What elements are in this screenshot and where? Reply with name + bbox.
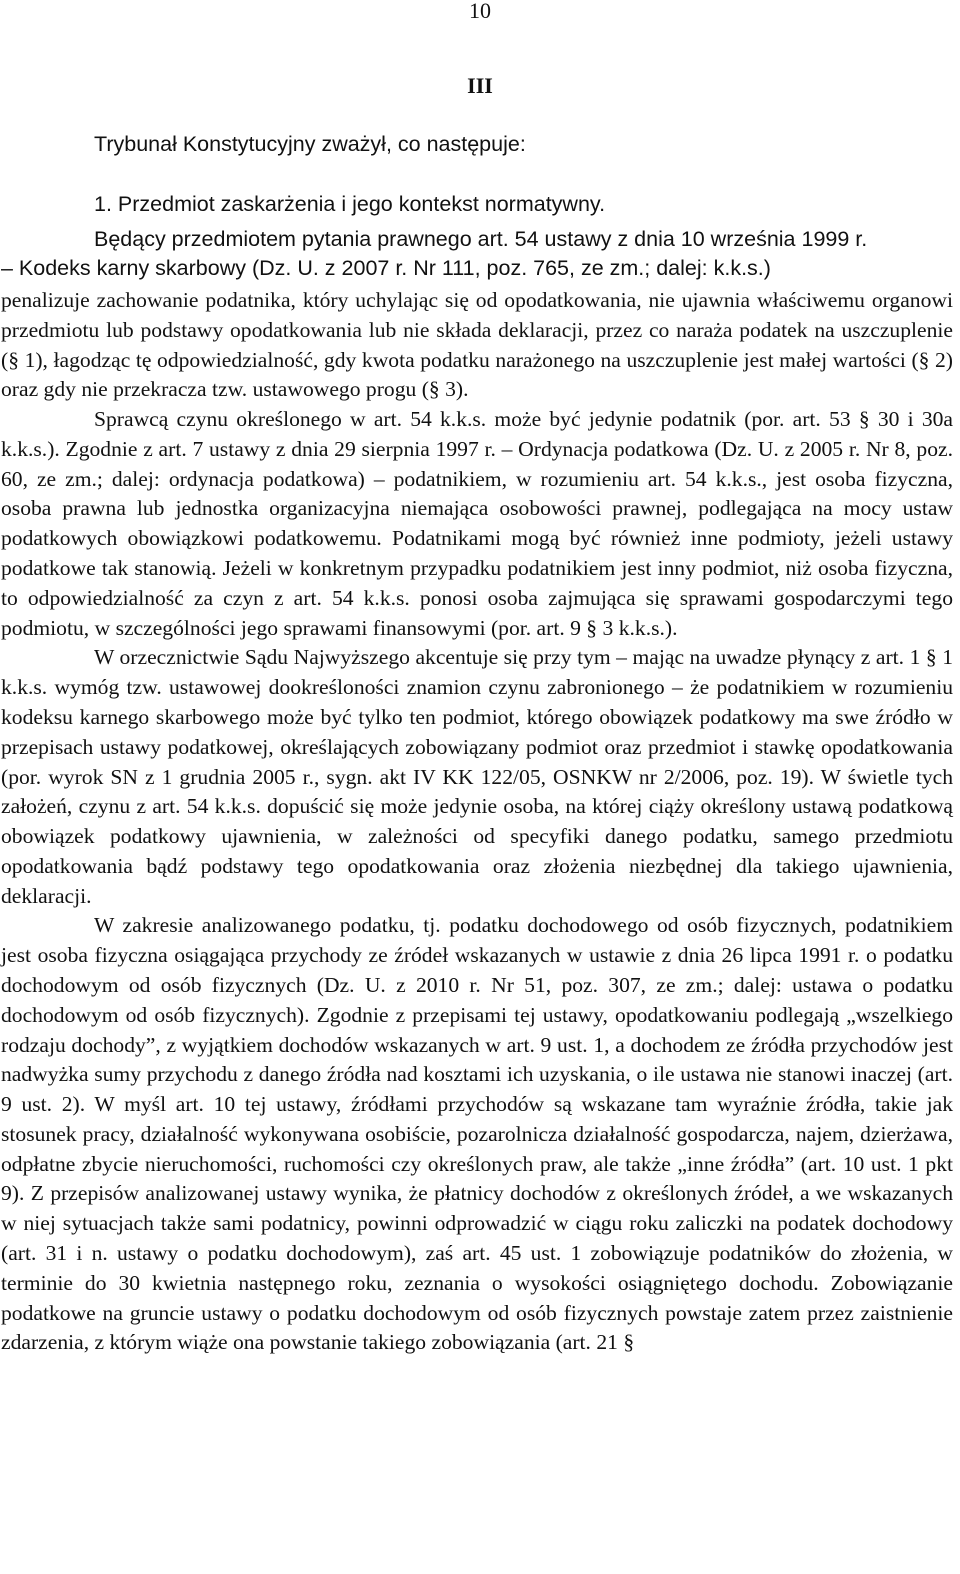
- lead-line-2: – Kodeks karny skarbowy (Dz. U. z 2007 r. Nr 111, poz. 765, ze zm.; dalej: k.k.s.): [1, 256, 771, 280]
- paragraph-3: W orzecznictwie Sądu Najwyższego akcentuje się przy tym – mając na uwadze płynący z art. 1 § 1 k.k.s. wymóg tzw. ustawowej dookreśloności znamion czynu zabronionego – że podatnikiem w rozumieniu kodeksu karnego skarbowego może być tylko ten podmiot, którego obowiązek podatkowy ma swe źródło w przepisach ustawy podatkowej, określających zobowiązany podmiot oraz przedmiot i stawkę opodatkowania (por. wyrok SN z 1 grudnia 2005 r., sygn. akt IV KK 122/05, OSNKW nr 2/2006, poz. 19). W świetle tych założeń, czynu z art. 54 k.k.s. dopuścić się może jedynie osoba, na której ciąży określony ustawą podatkową obowiązek podatkowy ujawnienia, w zależności od specyfiki danego podatku, samego przedmiotu opodatkowania bądź podstawy tego opodatkowania oraz złożenia niezbędnej dla takiego ujawnienia, deklaracji.: [1, 645, 953, 908]
- paragraph-2: Sprawcą czynu określonego w art. 54 k.k.s. może być jedynie podatnik (por. art. 53 § 30 i 30a k.k.s.). Zgodnie z art. 7 ustawy z dnia 29 sierpnia 1997 r. – Ordynacja podatkowa (Dz. U. z 2005 r. Nr 8, poz. 60, ze zm.; dalej: ordynacja podatkowa) – podatnikiem, w rozumieniu art. 54 k.k.s., jest osoba fizyczna, osoba prawna lub jednostka organizacyjna niemająca osobowości prawnej, podlegająca na mocy ustaw podatkowych obowiązkowi podatkowemu. Podatnikami mogą być również inne podmioty, jeżeli ustawy podatkowe tak stanowią. Jeżeli w konkretnym przypadku podatnikiem jest inny podmiot, niż osoba fizyczna, to odpowiedzialność za czyn z art. 54 k.k.s. ponosi osoba zajmująca się sprawami gospodarczymi tego podmiotu, w szczególności jego sprawami finansowymi (por. art. 9 § 3 k.k.s.).: [1, 407, 953, 640]
- page-number: 10: [469, 0, 491, 23]
- subsection-heading: 1. Przedmiot zaskarżenia i jego kontekst normatywny.: [94, 192, 606, 216]
- intro-sentence: Trybunał Konstytucyjny zważył, co następuje:: [94, 132, 526, 156]
- paragraph-4: W zakresie analizowanego podatku, tj. podatku dochodowego od osób fizycznych, podatnikiem jest osoba fizyczna osiągająca przychody ze źródeł wskazanych w ustawie z dnia 26 lipca 1991 r. o podatku dochodowym od osób fizycznych (Dz. U. z 2010 r. Nr 51, poz. 307, ze zm.; dalej: ustawa o podatku dochodowym od osób fizycznych). Zgodnie z przepisami tej ustawy, opodatkowaniu podlegają „wszelkiego rodzaju dochody”, z wyjątkiem dochodów wskazanych w art. 9 ust. 1, a dochodem ze źródła przychodów jest nadwyżka sumy przychodu z danego źródła nad kosztami ich uzyskania, o ile ustawa nie stanowi inaczej (art. 9 ust. 2). W myśl art. 10 tej ustawy, źródłami przychodów są wskazane tam wyraźnie źródła, takie jak stosunek pracy, działalność wykonywana osobiście, pozarolnicza działalność gospodarcza, najem, dzierżawa, odpłatne zbycie nieruchomości, ruchomości czy określonych praw, ale także „inne źródła” (art. 10 ust. 1 pkt 9). Z przepisów analizowanej ustawy wynika, że płatnicy dochodów z określonych źródeł, a we wskazanych w niej sytuacjach także sami podatnicy, powinni odprowadzić w ciągu roku zaliczki na podatek dochodowy (art. 31 i n. ustawy o podatku dochodowym), zaś art. 45 ust. 1 zobowiązuje podatników do złożenia, w terminie do 30 kwietnia następnego roku, zeznania o wysokości osiągniętego dochodu. Zobowiązanie podatkowe na gruncie ustawy o podatku dochodowym od osób fizycznych powstaje zatem przez zaistnienie zdarzenia, z którym wiąże ona powstanie takiego zobowiązania (art. 21 §: [1, 913, 953, 1355]
- lead-line-1: Będący przedmiotem pytania prawnego art. 54 ustawy z dnia 10 września 1999 r.: [94, 227, 868, 251]
- body-text: [1, 286, 953, 1358]
- section-heading: III: [467, 73, 493, 98]
- paragraph-1: penalizuje zachowanie podatnika, który uchylając się od opodatkowania, nie ujawnia właściwemu organowi przedmiotu lub podstawy opodatkowania lub nie składa deklaracji, przez co naraża podatek na uszczuplenie (§ 1), łagodząc tę odpowiedzialność, gdy kwota podatku narażonego na uszczuplenie jest małej wartości (§ 2) oraz gdy nie przekracza tzw. ustawowego progu (§ 3).: [1, 288, 953, 402]
